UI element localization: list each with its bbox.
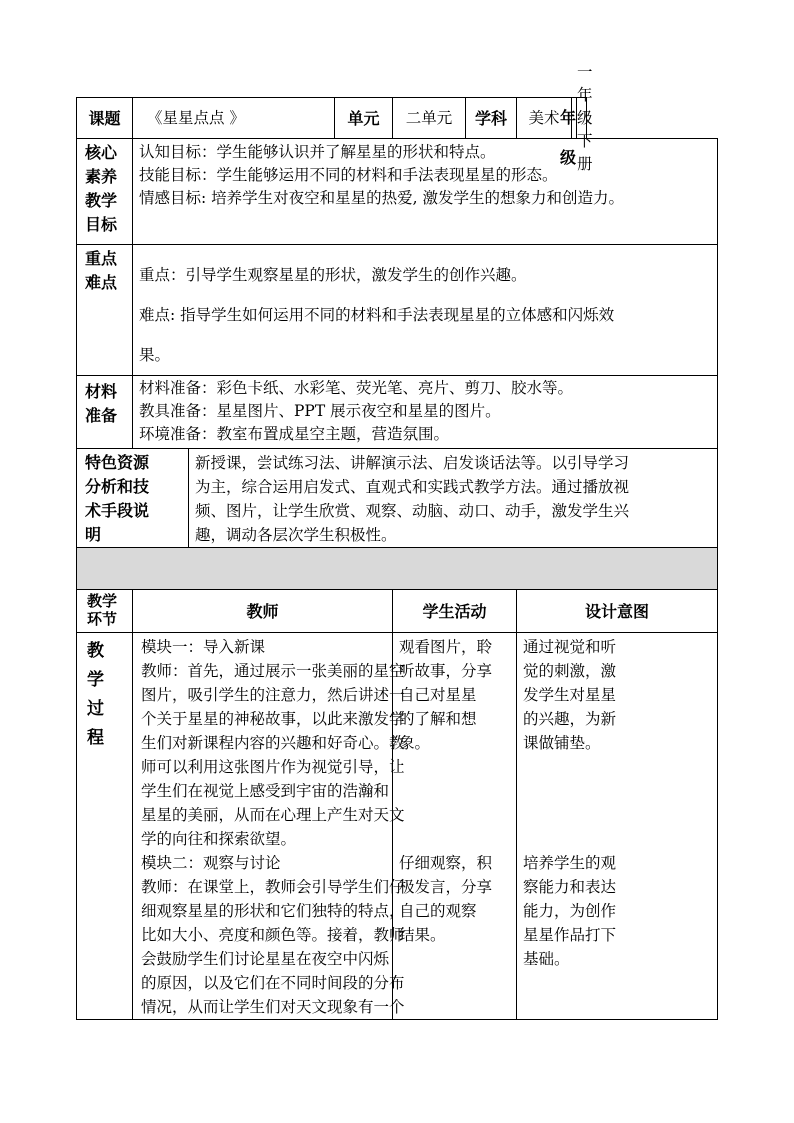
goal-emotion: 情感目标: 培养学生对夜空和星星的热爱, 激发学生的想象力和创造力。 [139,189,625,207]
materials-row [77,376,718,449]
module-1-title: 模块一：导入新课 [141,638,266,656]
process-header-row [77,590,718,633]
teacher-header: 教师 [133,590,393,633]
goal-skill: 技能目标：学生能够运用不同的材料和手法表现星星的形态。 [139,166,558,184]
subject-value: 美术 [517,98,572,139]
materials-line: 材料准备：彩色卡纸、水彩笔、荧光笔、亮片、剪刀、胶水等。 [139,379,574,397]
resources-label: 特色资源 分析和技 术手段说 明 [77,449,189,548]
resources-content: 新授课，尝试练习法、讲解演示法、启发谈话法等。以引导学习 为主，综合运用启发式、直观式和实践式教学方法。通过播放视 频、图片，让学生欣赏、观察、动脑、动口、动手，激发学生兴 趣，调动各层次学生积极性。 [189,449,718,548]
difficulty-line-2: 果。 [139,346,171,364]
topic-value: 《星星点点 》 [133,98,335,139]
key-point: 重点：引导学生观察星星的形状，激发学生的创作兴趣。 [139,266,527,284]
lesson-plan-table [76,62,718,1020]
grade-cell [560,62,593,173]
subject-label: 学科 [466,98,517,139]
resources-row [77,449,718,548]
environment-line: 环境准备：教室布置成星空主题，营造氛围。 [139,425,450,443]
focus-label: 重点 难点 [77,245,133,376]
intent-header: 设计意图 [517,590,718,633]
intent-content: 通过视觉和听 觉的刺激，激 发学生对星星 的兴趣，为新 课做铺垫。 培养学生的观 察能力和表达 能力，为创作 星星作品打下 基础。 [517,633,718,1020]
goals-label: 核心 素养 教学 目标 [77,139,133,245]
gray-divider [77,548,718,590]
grade-label: 年级 [556,98,577,138]
module-2-title: 模块二：观察与讨论 [141,854,281,872]
spacer-row [77,548,718,590]
grade-value: 一年级下册 [577,62,593,173]
process-label: 教 学 过 程 [77,633,133,1020]
goals-row [77,139,718,245]
materials-label: 材料 准备 [77,376,133,449]
difficulty-line-1: 难点: 指导学生如何运用不同的材料和手法表现星星的立体感和闪烁效 [139,306,615,324]
unit-value: 二单元 [393,98,466,139]
student-content: 观看图片，聆 听故事，分享 自己对星星 的了解和想 象。 仔细观察，积 极发言，分享 自己的观察 结果。 [393,633,517,1020]
unit-label: 单元 [335,98,393,139]
teacher-content: 模块一：导入新课 教师：首先，通过展示一张美丽的星空 图片，吸引学生的注意力，然后讲述一 个关于星星的神秘故事，以此来激发学 生们对新课程内容的兴趣和好奇心。教 师可以利用这张图片作为视觉引导，让 学生们在视觉上感受到宇宙的浩瀚和 星星的美丽，从而在心理上产生对天文 学的向往和探索欲望。 模块二：观察与讨论 教师：在课堂上，教师会引导学生们仔 细观察星星的形状和它们独特的特点， 比如大小、亮度和颜色等。接着，教师 会鼓励学生们讨论星星在夜空中闪烁 的原因，以及它们在不同时间段的分布 情况，从而让学生们对天文现象有一个 [133,633,393,1020]
process-body-row [77,633,718,1020]
goals-content [133,139,718,245]
student-header: 学生活动 [393,590,517,633]
goal-cognitive: 认知目标：学生能够认识并了解星星的形状和特点。 [139,143,496,161]
materials-content [133,376,718,449]
teaching-aids-line: 教具准备：星星图片、PPT 展示夜空和星星的图片。 [139,402,501,420]
header-row [77,98,718,139]
stage-header: 教学 环节 [77,590,133,633]
focus-content [133,245,718,376]
lesson-plan-sheet [76,62,717,1020]
focus-row [77,245,718,376]
topic-label: 课题 [77,98,133,139]
